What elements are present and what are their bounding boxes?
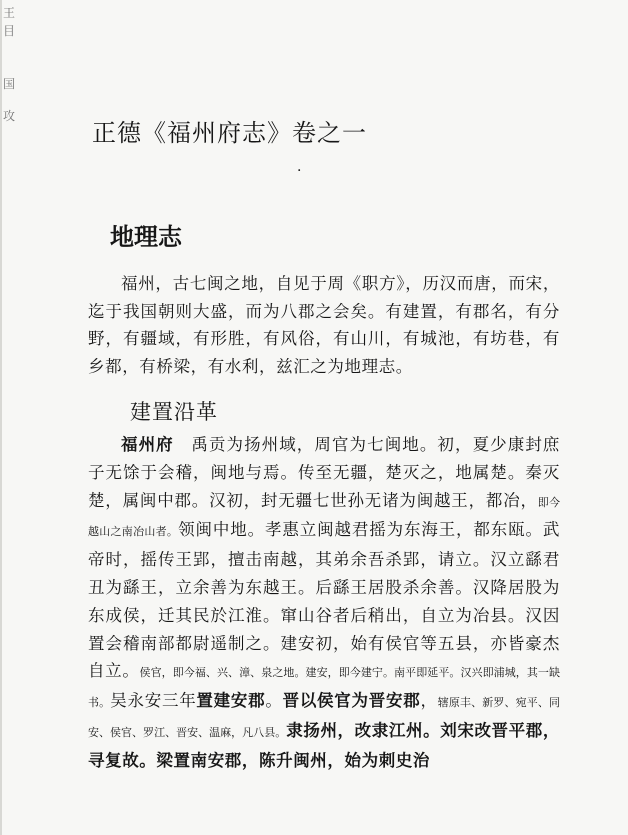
- body-text: 吴永安三年: [110, 691, 197, 711]
- section-title: 地理志: [110, 222, 182, 251]
- inline-note: 侯官，即今福、兴、漳、泉之地。建安，即今建宁。南平即延平。汉兴即浦城，其一缺书。: [88, 666, 560, 710]
- body-text: 禹贡为扬州域，周官为七闽地。初，夏少康封庶子无馀于会稽，闽地与焉。传至无疆，楚灭之，地属楚。秦灭楚，属闽中郡。汉初，封无疆七世孙无诸为闽越王，都冶，: [88, 435, 560, 510]
- inline-note: 辖原丰、新罗、宛平、同安、侯官、罗江、晋安、温麻，凡八县。: [88, 696, 560, 739]
- decorative-dot: ·: [297, 163, 302, 179]
- intro-paragraph: 福州，古七闽之地，自见于周《职方》，历汉而唐，而宋，迄于我国朝则大盛，而为八郡之会矣。有建置，有郡名，有分野，有疆域，有形胜，有风俗，有山川，有城池，有坊巷，有乡都，有桥梁，有水利，兹汇之为地理志。: [88, 274, 560, 376]
- emphasis-text: 置建安郡: [196, 691, 266, 711]
- entry-term: 福州府: [121, 435, 174, 454]
- subsection-title: 建置沿革: [130, 400, 218, 424]
- inline-note: 即今越山之南冶山者。: [88, 495, 560, 539]
- book-title: 正德《福州府志》卷之一: [92, 119, 367, 147]
- margin-mark: 攻: [3, 109, 16, 123]
- margin-mark: 目: [3, 24, 16, 38]
- margin-mark: 王: [3, 6, 16, 20]
- margin-mark: 国: [3, 77, 16, 91]
- body-text: ，: [420, 691, 438, 711]
- emphasis-text: 隶扬州，改隶江州。刘宋改晋平郡，寻复故。梁置南安郡，陈升闽州，始为刺史治: [88, 720, 560, 770]
- page-gutter-line: [0, 0, 2, 835]
- body-text: 。: [265, 691, 283, 711]
- emphasis-text: 晋以侯官为晋安郡: [282, 691, 421, 711]
- body-text: 领闽中地。孝惠立闽越君摇为东海王，都东瓯。武帝时，摇传王郢，擅击南越，其弟余吾杀郢，请立。汉立繇君丑为繇王，立余善为东越王。后繇王居股杀余善。汉降居股为东成侯，迁其民於江淮。窜山谷者后稍出，自立为冶县。汉因置会稽南部都尉遥制之。建安初，始有侯官等五县，亦皆豪杰自立。: [88, 520, 561, 681]
- body-paragraph: [88, 431, 560, 775]
